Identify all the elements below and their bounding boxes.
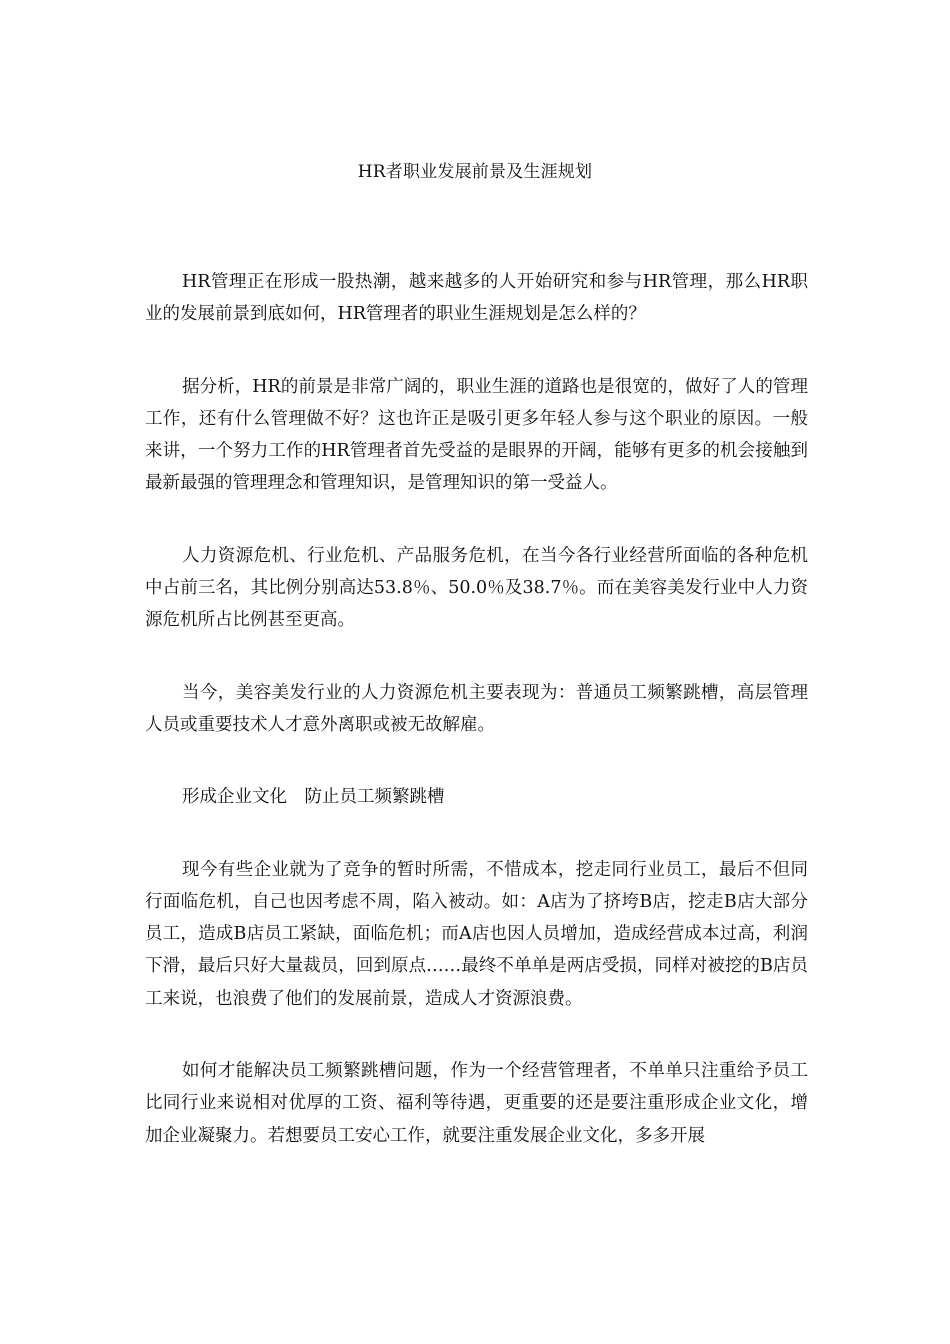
document-title: HR者职业发展前景及生涯规划 [357,162,593,182]
paragraph-crisis-statistics: 人力资源危机、行业危机、产品服务危机，在当今各行业经营所面临的各种危机中占前三名，其比例分别高达53.8％、50.0％及38.7％。而在美容美发行业中人力资源危机所占比例甚至更高。 [145,545,808,631]
paragraph-solution: 如何才能解决员工频繁跳槽问题，作为一个经营管理者，不单单只注重给予员工比同行业来说相对优厚的工资、福利等待遇，更重要的还是要注重形成企业文化，增加企业凝聚力。若想要员工安心工作，就要注重发展企业文化，多多开展 [145,1061,808,1146]
paragraph-intro: HR管理正在形成一股热潮，越来越多的人开始研究和参与HR管理，那么HR职业的发展前景到底如何，HR管理者的职业生涯规划是怎么样的？ [145,272,808,325]
paragraph-crisis-manifestation: 当今，美容美发行业的人力资源危机主要表现为：普通员工频繁跳槽，高层管理人员或重要技术人才意外离职或被无故解雇。 [145,682,808,735]
paragraph-analysis: 据分析，HR的前景是非常广阔的，职业生涯的道路也是很宽的，做好了人的管理工作，还有什么管理做不好？这也许正是吸引更多年轻人参与这个职业的原因。一般来讲，一个努力工作的HR管理者首先受益的是眼界的开阔，能够有更多的机会接触到最新最强的管理理念和管理知识，是管理知识的第一受益人。 [145,376,808,494]
paragraph-poaching-example: 现今有些企业就为了竞争的暂时所需，不惜成本，挖走同行业员工，最后不但同行面临危机，自己也因考虑不周，陷入被动。如：A店为了挤垮B店，挖走B店大部分员工，造成B店员工紧缺，面临危机；而A店也因人员增加，造成经营成本过高，利润下滑，最后只好大量裁员，回到原点……最终不单单是两店受损，同样对被挖的B店员工来说，也浪费了他们的发展前景，造成人才资源浪费。 [145,859,808,1009]
section-heading: 形成企业文化 防止员工频繁跳槽 [182,787,445,808]
document-body [145,266,808,1192]
